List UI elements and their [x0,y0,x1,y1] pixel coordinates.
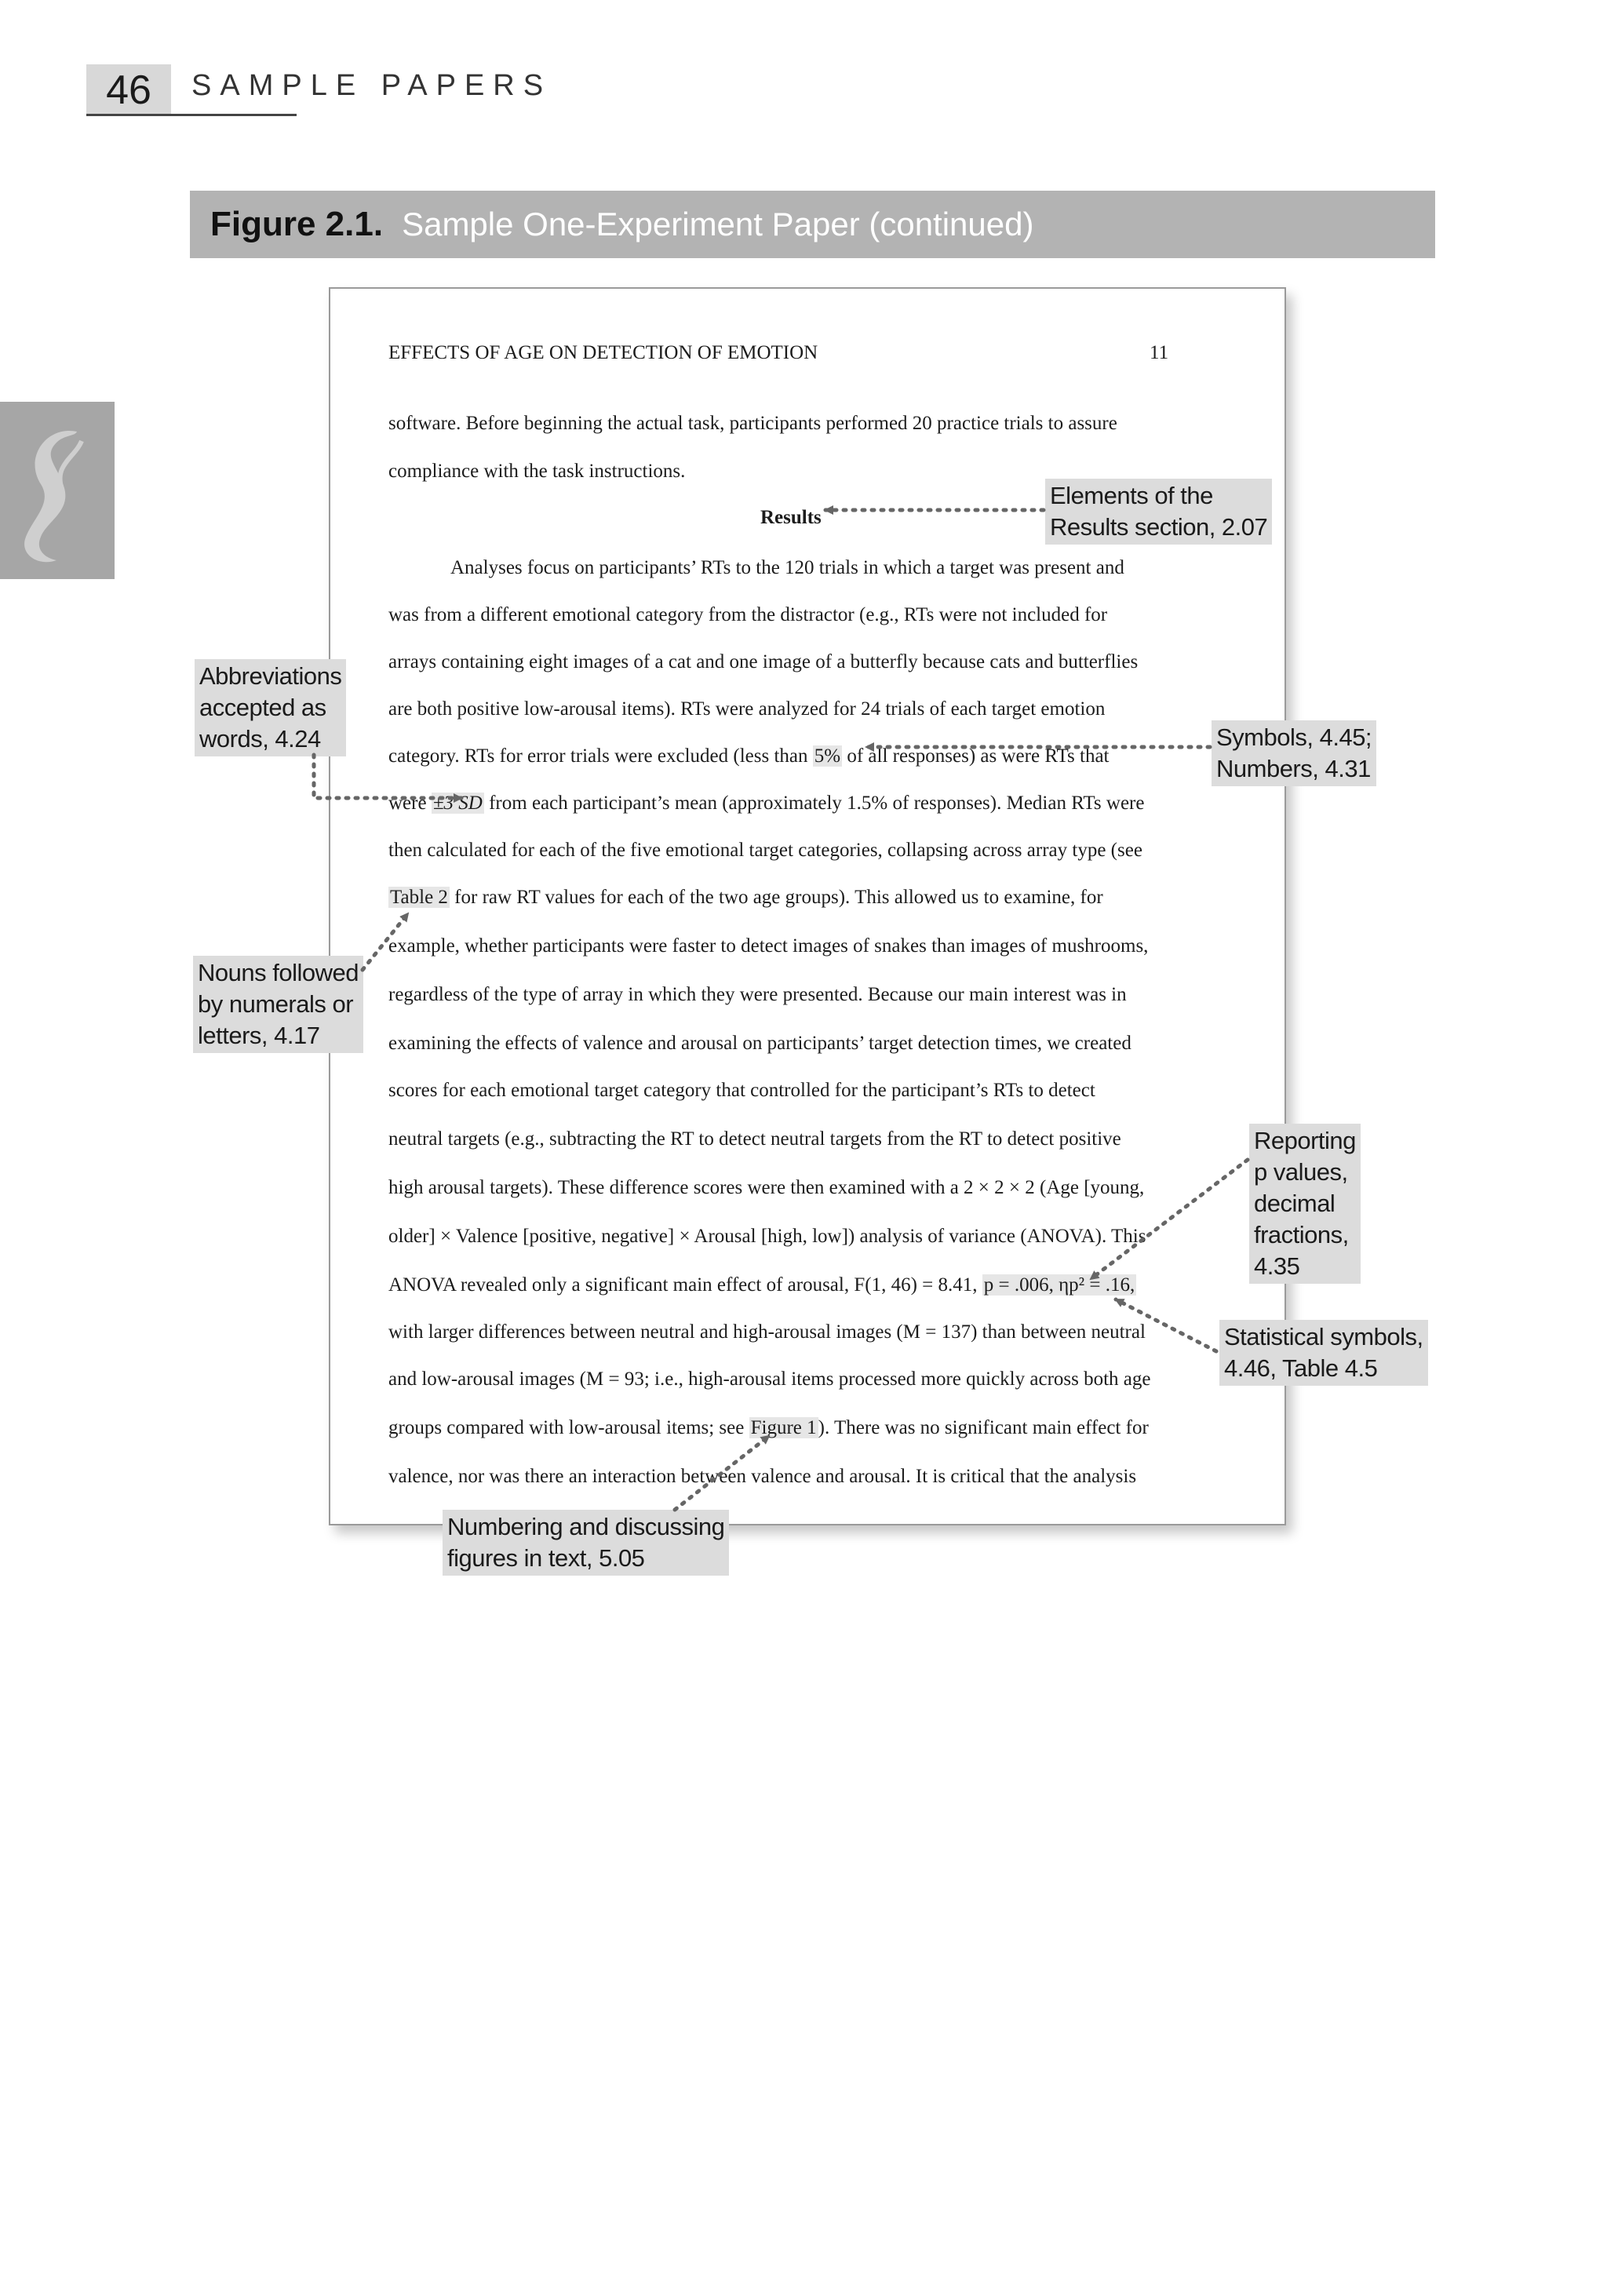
highlight-figure-ref: Figure 1 [750,1417,817,1438]
callout-reporting-p-values: Reporting p values, decimal fractions, 4.35 [1249,1124,1361,1284]
paper-page-number: 11 [1150,342,1169,363]
highlight-statistics: p = .006, ηp² = .16, [983,1274,1135,1296]
callout-results-elements: Elements of the Results section, 2.07 [1045,479,1272,545]
body-line: were ±3 SD from each participant’s mean (approximately 1.5% of responses). Median RTs were [388,793,1145,814]
callout-numbering-figures: Numbering and discussing figures in text, 5.05 [443,1510,729,1576]
callout-symbols-numbers: Symbols, 4.45; Numbers, 4.31 [1212,720,1376,786]
figure-title: Sample One-Experiment Paper (continued) [402,206,1034,242]
callout-statistical-symbols: Statistical symbols, 4.46, Table 4.5 [1219,1320,1428,1386]
body-line: Table 2 for raw RT values for each of the two age groups). This allowed us to examine, for [390,887,1103,908]
highlight-table-ref: Table 2 [390,887,448,908]
paper-running-head: EFFECTS OF AGE ON DETECTION OF EMOTION [388,342,818,363]
paper-page [329,287,1286,1525]
body-line: ANOVA revealed only a significant main effect of arousal, F(1, 46) = 8.41, p = .006, ηp² = .16, [388,1274,1135,1296]
highlight-sd: ±3 SD [432,793,483,814]
body-line: then calculated for each of the five emotional target categories, collapsing across array type (see [388,840,1142,861]
body-line: example, whether participants were faster to detect images of snakes than images of mushrooms, [388,935,1149,957]
body-line: high arousal targets). These difference scores were then examined with a 2 × 2 × 2 (Age [young, [388,1177,1145,1198]
body-line: examining the effects of valence and arousal on participants’ target detection times, we created [388,1033,1131,1054]
body-line: with larger differences between neutral and high-arousal images (M = 137) than between neutral [388,1321,1146,1343]
body-line: arrays containing eight images of a cat and one image of a butterfly because cats and butterflies [388,651,1139,672]
header-rule [86,114,297,116]
body-line: and low-arousal images (M = 93; i.e., high-arousal items processed more quickly across both age [388,1368,1151,1390]
body-line: category. RTs for error trials were excluded (less than 5% of all responses) as were RTs that [388,745,1110,767]
page-number: 46 [86,64,171,116]
body-line: software. Before beginning the actual task, participants performed 20 practice trials to assure [388,413,1117,434]
body-line: are both positive low-arousal items). RTs were analyzed for 24 trials of each target emotion [388,698,1106,720]
body-line: compliance with the task instructions. [388,461,686,482]
body-line: scores for each emotional target category that controlled for the participant’s RTs to detect [388,1080,1095,1101]
body-line: regardless of the type of array in which they were presented. Because our main interest was in [388,984,1127,1005]
side-tab [0,402,115,579]
body-line: neutral targets (e.g., subtracting the RT to detect neutral targets from the RT to detect positive [388,1128,1121,1150]
figure-number: Figure 2.1. [210,205,384,243]
body-line: older] × Valence [positive, negative] × Arousal [high, low]) analysis of variance (ANOVA). This [388,1226,1146,1247]
figure-banner [190,191,1435,258]
body-line: groups compared with low-arousal items; see Figure 1). There was no significant main effect for [388,1417,1149,1438]
callout-abbreviations: Abbreviations accepted as words, 4.24 [195,659,346,756]
publisher-swirl-icon [0,402,115,579]
body-line: valence, nor was there an interaction between valence and arousal. It is critical that the analysis [388,1466,1137,1487]
highlight-percent: 5% [814,745,841,767]
running-title: SAMPLE PAPERS [191,69,552,102]
callout-nouns-numerals: Nouns followed by numerals or letters, 4.17 [193,956,363,1053]
body-line: Analyses focus on participants’ RTs to the 120 trials in which a target was present and [450,557,1124,578]
body-line: was from a different emotional category from the distractor (e.g., RTs were not included for [388,604,1108,625]
results-heading: Results [760,507,822,528]
